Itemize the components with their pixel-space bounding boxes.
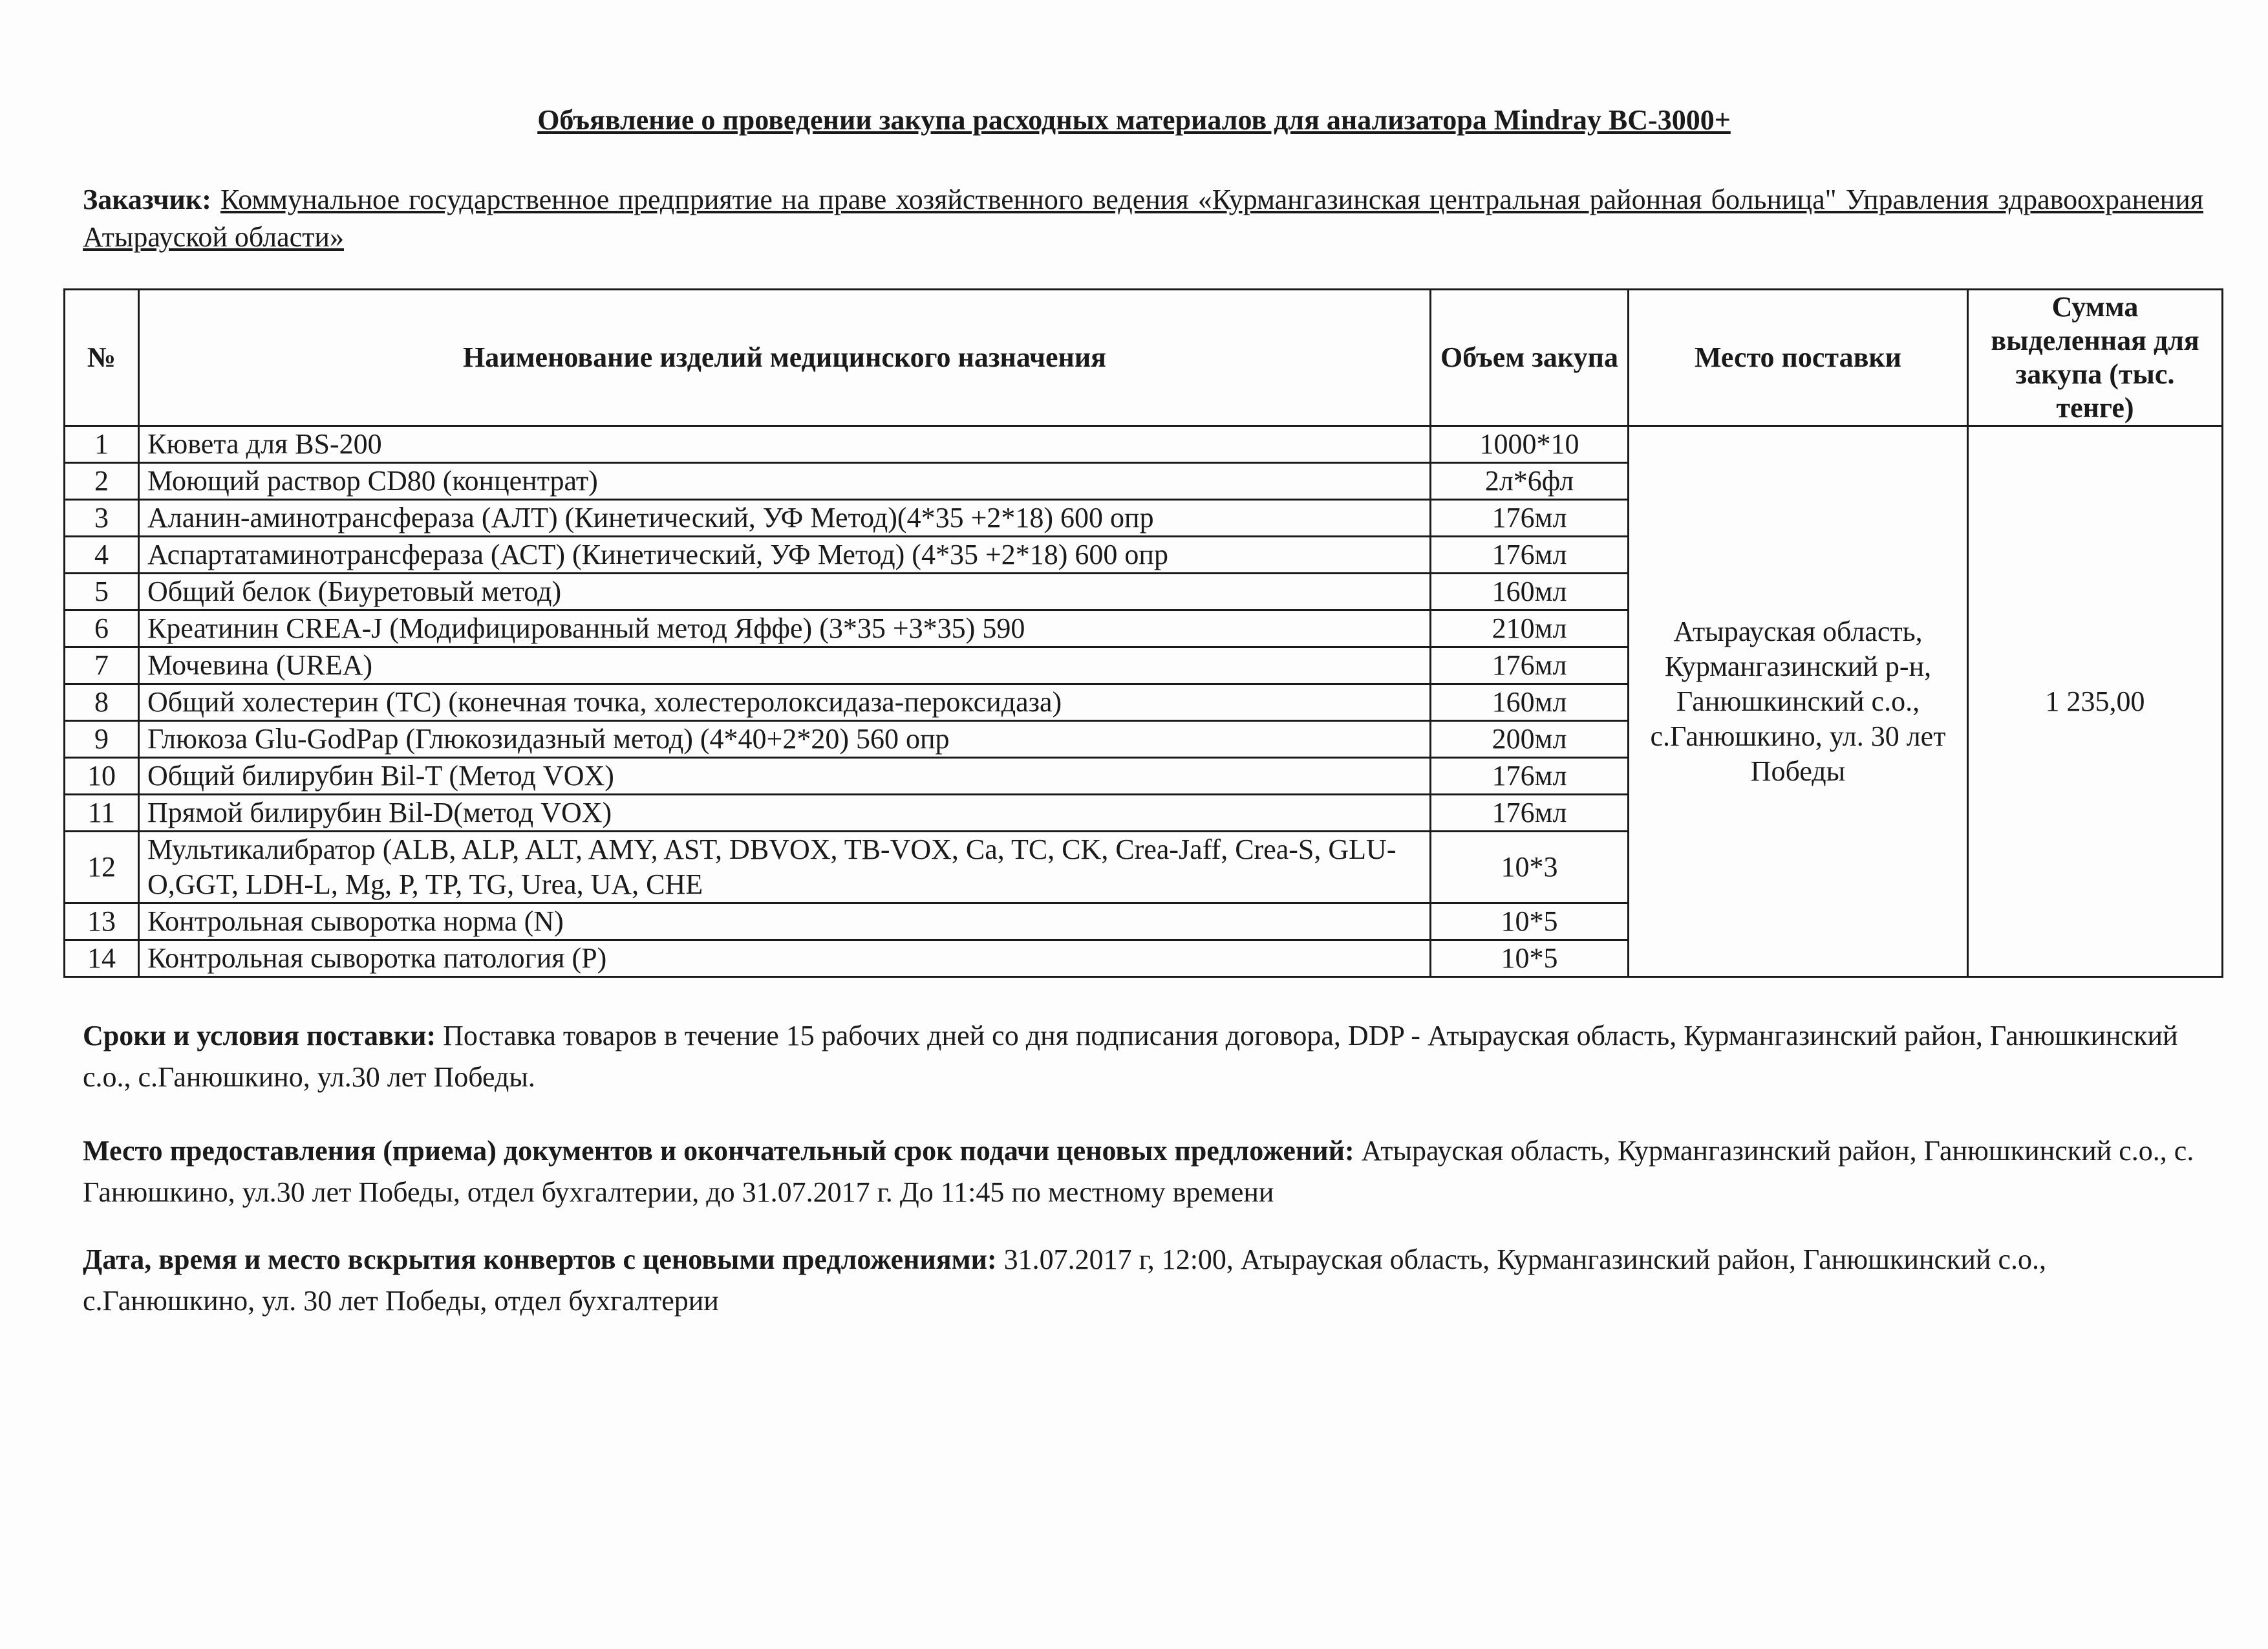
header-num: № [65,290,139,426]
delivery-terms-label: Сроки и условия поставки: [83,1020,436,1051]
row-volume: 176мл [1431,500,1629,537]
row-num: 2 [65,463,139,500]
documents-submission-text: Атырауская область, Курмангазинский район, Ганюшкинский с.о., с. Ганюшкино, ул.30 лет Победы, отдел бухгалтерии, до 31.07.2017 г. До 11:45 по местному времени [83,1135,2194,1208]
row-name: Аспартатаминотрансфераза (АСТ) (Кинетический, УФ Метод) (4*35 +2*18) 600 опр [139,537,1431,574]
row-volume: 176мл [1431,758,1629,795]
items-table [63,288,2223,978]
header-place: Место поставки [1629,290,1968,426]
customer-block [83,181,2203,256]
customer-value: Коммунальное государственное предприятие на праве хозяйственного ведения «Курмангазинская центральная районная больница" Управления здравоохранения Атырауской области» [83,184,2203,253]
row-num: 14 [65,940,139,977]
row-name: Аланин-аминотрансфераза (АЛТ) (Кинетический, УФ Метод)(4*35 +2*18) 600 опр [139,500,1431,537]
delivery-terms-text: Поставка товаров в течение 15 рабочих дней со дня подписания договора, DDP - Атырауская область, Курмангазинский район, Ганюшкинский с.о., с.Ганюшкино, ул.30 лет Победы. [83,1020,2178,1093]
document-title: Объявление о проведении закупа расходных материалов для анализатора Mindray BC-3000+ [537,104,1731,136]
row-volume: 1000*10 [1431,426,1629,463]
table-header-row [65,290,2223,426]
row-volume: 2л*6фл [1431,463,1629,500]
row-name: Глюкоза Glu-GodPap (Глюкозидазный метод) (4*40+2*20) 560 опр [139,721,1431,758]
row-name: Прямой билирубин Bil-D(метод VOX) [139,795,1431,832]
row-num: 12 [65,832,139,903]
row-volume: 176мл [1431,537,1629,574]
row-name: Контрольная сыворотка норма (N) [139,903,1431,940]
row-num: 1 [65,426,139,463]
row-name: Общий билирубин Bil-T (Метод VOX) [139,758,1431,795]
table-row [65,426,2223,463]
customer-label: Заказчик: [83,184,211,215]
envelope-opening [83,1239,2203,1322]
row-num: 8 [65,684,139,721]
delivery-place-cell: Атырауская область, Курмангазинский р-н, Ганюшкинский с.о., с.Ганюшкино, ул. 30 лет Победы [1629,426,1968,977]
row-num: 6 [65,610,139,647]
row-num: 3 [65,500,139,537]
row-name: Общий белок (Биуретовый метод) [139,574,1431,610]
row-num: 13 [65,903,139,940]
delivery-terms [83,1015,2203,1098]
envelope-opening-label: Дата, время и место вскрытия конвертов с ценовыми предложениями: [83,1244,997,1275]
row-name: Кювета для BS-200 [139,426,1431,463]
row-name: Моющий раствор CD80 (концентрат) [139,463,1431,500]
row-volume: 176мл [1431,795,1629,832]
row-name: Общий холестерин (ТС) (конечная точка, холестеролоксидаза-пероксидаза) [139,684,1431,721]
header-name: Наименование изделий медицинского назначения [139,290,1431,426]
row-name: Креатинин CREA-J (Модифицированный метод Яффе) (3*35 +3*35) 590 [139,610,1431,647]
allocated-sum-cell: 1 235,00 [1968,426,2223,977]
row-volume: 10*5 [1431,903,1629,940]
row-num: 4 [65,537,139,574]
row-num: 5 [65,574,139,610]
row-volume: 10*3 [1431,832,1629,903]
header-volume: Объем закупа [1431,290,1629,426]
row-name: Мочевина (UREA) [139,647,1431,684]
envelope-opening-text: 31.07.2017 г, 12:00, Атырауская область, Курмангазинский район, Ганюшкинский с.о., с.Ганюшкино, ул. 30 лет Победы, отдел бухгалтерии [83,1244,2047,1317]
row-num: 7 [65,647,139,684]
documents-submission [83,1130,2203,1213]
row-volume: 10*5 [1431,940,1629,977]
documents-submission-label: Место предоставления (приема) документов и окончательный срок подачи ценовых предложений: [83,1135,1354,1167]
row-num: 10 [65,758,139,795]
row-name: Мультикалибратор (ALB, ALP, ALT, AMY, AST, DBVOX, TB-VOX, Ca, TC, CK, Crea-Jaff, Crea-S, GLU-O,GGT, LDH-L, Mg, P, TP, TG, Urea, UA, CHE [139,832,1431,903]
row-volume: 160мл [1431,684,1629,721]
row-volume: 176мл [1431,647,1629,684]
header-sum: Сумма выделенная для закупа (тыс. тенге) [1968,290,2223,426]
row-volume: 210мл [1431,610,1629,647]
row-num: 11 [65,795,139,832]
row-volume: 200мл [1431,721,1629,758]
row-name: Контрольная сыворотка патология (P) [139,940,1431,977]
row-volume: 160мл [1431,574,1629,610]
row-num: 9 [65,721,139,758]
